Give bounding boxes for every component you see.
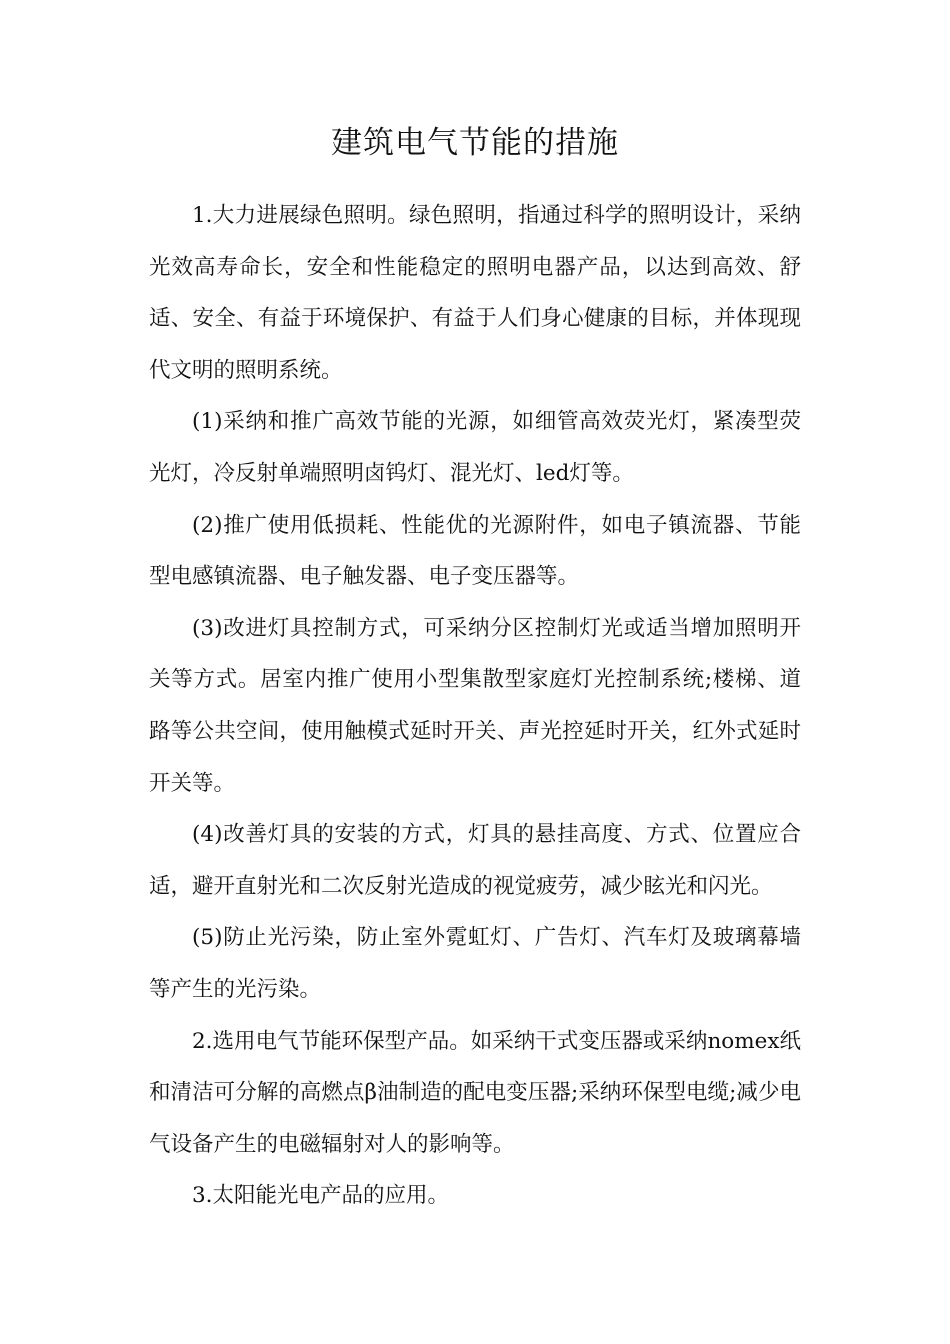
paragraph-solar-products: 3.太阳能光电产品的应用。 — [192, 1183, 450, 1209]
paragraph-light-sources: (1)采纳和推广高效节能的光源，如细管高效荧光灯，紧凑型荧光灯，冷反射单端照明卤钨灯、混光灯、led灯等。 — [149, 409, 801, 486]
paragraph-light-pollution: (5)防止光污染，防止室外霓虹灯、广告灯、汽车灯及玻璃幕墙等产生的光污染。 — [149, 925, 801, 1002]
paragraph-eco-products: 2.选用电气节能环保型产品。如采纳干式变压器或采纳nomex纸和清洁可分解的高燃点β油制造的配电变压器;采纳环保型电缆;减少电气设备产生的电磁辐射对人的影响等。 — [149, 1028, 801, 1157]
paragraph-light-accessories: (2)推广使用低损耗、性能优的光源附件，如电子镇流器、节能型电感镇流器、电子触发器、电子变压器等。 — [149, 512, 801, 590]
paragraph-green-lighting: 1.大力进展绿色照明。绿色照明，指通过科学的照明设计，采纳光效高寿命长，安全和性能稳定的照明电器产品，以达到高效、舒适、安全、有益于环境保护、有益于人们身心健康的目标，并体现现代文明的照明系统。 — [149, 203, 801, 383]
paragraph-fixture-installation: (4)改善灯具的安装的方式，灯具的悬挂高度、方式、位置应合适，避开直射光和二次反射光造成的视觉疲劳，减少眩光和闪光。 — [149, 822, 801, 899]
document-title: 建筑电气节能的措施 — [331, 125, 619, 161]
document-body — [149, 190, 801, 1222]
paragraph-lighting-control: (3)改进灯具控制方式，可采纳分区控制灯光或适当增加照明开关等方式。居室内推广使用小型集散型家庭灯光控制系统;楼梯、道路等公共空间，使用触模式延时开关、声光控延时开关，红外式延时开关等。 — [149, 615, 801, 796]
